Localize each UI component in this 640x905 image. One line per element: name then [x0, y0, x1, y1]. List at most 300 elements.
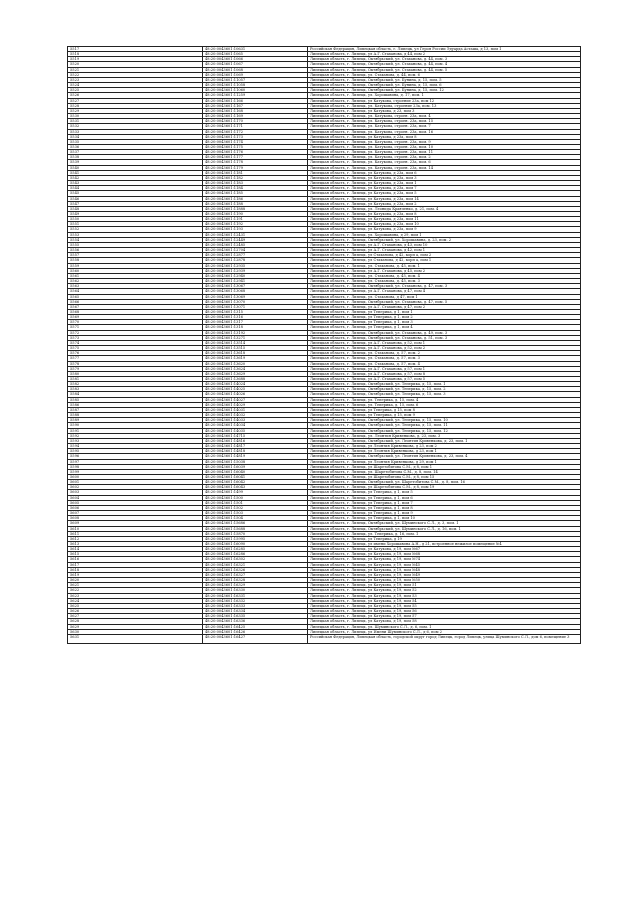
cadastral-number-cell: 48:20:0043601:10631 — [203, 47, 308, 52]
address-cell: Липецкая область, г. Липецк, Октябрьский, ул. Теперика, д. 15, пом. 2 — [308, 387, 581, 392]
address-cell: Липецкая область, г. Липецк, ул Катукова, д 19, пом №74 — [308, 557, 581, 562]
cadastral-number-cell: 48:20:0043601:15038 — [203, 459, 308, 464]
address-cell: Липецкая область, г. Липецк, ул. Катукова, строен. 23а, пом. 2 — [308, 155, 581, 160]
cadastral-number-cell: 48:20:0043601:11057 — [203, 77, 308, 82]
address-cell: Липецкая область, г. Липецк, ул А.Г. Стаханова, д 45, пом 2 — [308, 268, 581, 273]
cadastral-number-cell: 48:20:0043601:16321 — [203, 562, 308, 567]
address-cell: Липецкая область, г. Липецк, ул Катукова, д 19, пом 51 — [308, 583, 581, 588]
row-number-cell: 5589 — [68, 418, 203, 423]
cadastral-number-cell: 48:20:0043601:14025 — [203, 387, 308, 392]
row-number-cell: 5581 — [68, 377, 203, 382]
cadastral-number-cell: 48:20:0043601:1184 — [203, 186, 308, 191]
cadastral-number-cell: 48:20:0043601:1504 — [203, 516, 308, 521]
cadastral-number-cell: 48:20:0043601:1502 — [203, 505, 308, 510]
address-cell: Липецкая область, г. Липецк, ул. Катукова, строен. 23а, пом. 6 — [308, 160, 581, 165]
address-cell: Липецкая область, г. Липецк, ул Теперика, д 1, пом 9 — [308, 511, 581, 516]
row-number-cell: 5555 — [68, 242, 203, 247]
address-cell: Липецкая область, г. Липецк, ул А.Г. Стаханова, д 44, пом 2 — [308, 52, 581, 57]
row-number-cell: 5607 — [68, 511, 203, 516]
document-page — [67, 46, 573, 644]
cadastral-number-cell: 48:20:0043601:16042 — [203, 480, 308, 485]
cadastral-number-cell: 48:20:0043601:13271 — [203, 335, 308, 340]
address-cell: Липецкая область, г. Липецк, Октябрьский, ул. Шаретобитова С.М., д. 8, пом. 16 — [308, 480, 581, 485]
cadastral-number-cell: 48:20:0043601:11058 — [203, 83, 308, 88]
cadastral-number-cell: 48:20:0043601:16426 — [203, 629, 308, 634]
address-cell: Липецкая область, г. Липецк, ул Катукова, д 23а, пом 8 — [308, 134, 581, 139]
cadastral-number-cell: 48:20:0043601:1169 — [203, 114, 308, 119]
cadastral-number-cell: 48:20:0043601:13629 — [203, 371, 308, 376]
address-cell: Липецкая область, г. Липецк, ул Катукова, д 23а, пом 14 — [308, 196, 581, 201]
cadastral-number-cell: 48:20:0043601:13068 — [203, 289, 308, 294]
cadastral-number-cell: 48:20:0043601:13619 — [203, 356, 308, 361]
row-number-cell: 5521 — [68, 67, 203, 72]
row-number-cell: 5535 — [68, 139, 203, 144]
row-number-cell: 5608 — [68, 516, 203, 521]
cadastral-number-cell: 48:20:0043601:12941 — [203, 279, 308, 284]
address-cell: Липецкая область, г. Липецк, ул Катукова, д 19, пом №67 — [308, 547, 581, 552]
cadastral-number-cell: 48:20:0043601:15686 — [203, 521, 308, 526]
address-cell: Липецкая область, г. Липецк, Октябрьский, ул. Шуминского С.Л., д. 16, пом. 1 — [308, 526, 581, 531]
cadastral-number-cell: 48:20:0043601:16090 — [203, 542, 308, 547]
row-number-cell: 5592 — [68, 433, 203, 438]
address-cell: Липецкая область, г. Липецк, ул. Катукова, строен. 23а, пом. 14 — [308, 165, 581, 170]
cadastral-number-cell: 48:20:0043601:1186 — [203, 196, 308, 201]
row-number-cell: 5570 — [68, 320, 203, 325]
cadastral-number-cell: 48:20:0043601:13624 — [203, 366, 308, 371]
cadastral-number-cell: 48:20:0043601:16326 — [203, 567, 308, 572]
address-cell: Липецкая область, г. Липецк, ул Катукова, д 19, пом 52 — [308, 588, 581, 593]
address-cell: Липецкая область, г. Липецк, ул. Катукова, строен. 23а, пом. 16 — [308, 129, 581, 134]
cadastral-number-cell: 48:20:0043601:1067 — [203, 62, 308, 67]
address-cell: Липецкая область, г. Липецк, ул Стаханова, д 42, корп а, пом 1 — [308, 258, 581, 263]
cadastral-number-cell: 48:20:0043601:13071 — [203, 304, 308, 309]
cadastral-number-cell: 48:20:0043601:16427 — [203, 634, 308, 643]
address-cell: Липецкая область, г. Липецк, ул. Катукова, строен. 23а, пом. 15 — [308, 119, 581, 124]
cadastral-number-cell: 48:20:0043601:1182 — [203, 175, 308, 180]
cadastral-number-cell: 48:20:0043601:1181 — [203, 170, 308, 175]
address-cell: Липецкая область, г. Липецк, ул Катукова, д 23, пом 3 — [308, 108, 581, 113]
address-cell: Липецкая область, г. Липецк, Октябрьский, ул. Стаханова, д. 49, пом. 3 — [308, 330, 581, 335]
row-number-cell: 5523 — [68, 77, 203, 82]
cadastral-number-cell: 48:20:0043601:1183 — [203, 181, 308, 186]
address-cell: Липецкая область, г. Липецк, Октябрьский, ул. Теперика, д. 15, пом. 10 — [308, 418, 581, 423]
cadastral-number-cell: 48:20:0043601:14029 — [203, 402, 308, 407]
row-number-cell: 5546 — [68, 196, 203, 201]
row-number-cell: 5626 — [68, 609, 203, 614]
address-cell: Липецкая область, г. Липецк, ул Леонтия Кривенкова, д 29, пом 1 — [308, 459, 581, 464]
cadastral-number-cell: 48:20:0043601:16039 — [203, 464, 308, 469]
row-number-cell: 5625 — [68, 603, 203, 608]
cadastral-number-cell: 48:20:0043601:1192 — [203, 222, 308, 227]
row-number-cell: 5526 — [68, 93, 203, 98]
row-number-cell: 5616 — [68, 557, 203, 562]
row-number-cell: 5627 — [68, 614, 203, 619]
address-cell: Липецкая область, г. Липецк, ул. Теперика, д. 15, пом. 6 — [308, 402, 581, 407]
cadastral-number-cell: 48:20:0043601:15688 — [203, 526, 308, 531]
row-number-cell: 5613 — [68, 542, 203, 547]
row-number-cell: 5517 — [68, 47, 203, 52]
row-number-cell: 5562 — [68, 279, 203, 284]
address-cell: Липецкая область, г. Липецк, Октябрьский, ул. Бунина, д. 15, пом. 5 — [308, 77, 581, 82]
cadastral-number-cell: 48:20:0043601:1177 — [203, 155, 308, 160]
address-cell: Липецкая область, г. Липецк, ул. Катукова, строен. 23а, пом. 10 — [308, 144, 581, 149]
row-number-cell: 5540 — [68, 165, 203, 170]
address-cell: Липецкая область, г. Липецк, Октябрьский, ул. Бунина, д. 15, пом. 12 — [308, 88, 581, 93]
row-number-cell: 5543 — [68, 181, 203, 186]
cadastral-number-cell: 48:20:0043601:12704 — [203, 248, 308, 253]
cadastral-number-cell: 48:20:0043601:14816 — [203, 438, 308, 443]
cadastral-number-cell: 48:20:0043601:12449 — [203, 237, 308, 242]
row-number-cell: 5595 — [68, 449, 203, 454]
row-number-cell: 5574 — [68, 340, 203, 345]
address-cell: Российская Федерация, Липецкая область, г. Липецк, ул Героя России Эдуарда Асташа, д 13, пом 1 — [308, 47, 581, 52]
row-number-cell: 5615 — [68, 552, 203, 557]
cadastral-number-cell: 48:20:0043601:13618 — [203, 351, 308, 356]
row-number-cell: 5623 — [68, 593, 203, 598]
row-number-cell: 5567 — [68, 304, 203, 309]
cadastral-number-cell: 48:20:0043601:14819 — [203, 454, 308, 459]
row-number-cell: 5603 — [68, 490, 203, 495]
row-number-cell: 5520 — [68, 62, 203, 67]
row-number-cell: 5522 — [68, 72, 203, 77]
cadastral-number-cell: 48:20:0043601:12431 — [203, 232, 308, 237]
cadastral-number-cell: 48:20:0043601:1191 — [203, 217, 308, 222]
row-number-cell: 5572 — [68, 330, 203, 335]
row-number-cell: 5539 — [68, 160, 203, 165]
address-cell: Липецкая область, г. Липецк, Октябрьский, ул. Теперика, д. 15, пом. 12 — [308, 428, 581, 433]
address-cell: Липецкая область, г. Липецк, ул Катукова, д 19, пом №45 — [308, 562, 581, 567]
row-number-cell: 5554 — [68, 237, 203, 242]
address-cell: Липецкая область, г. Липецк, ул Леонтия Кривенкова, д 23, пом 2 — [308, 444, 581, 449]
row-number-cell: 5533 — [68, 129, 203, 134]
address-cell: Липецкая область, г. Липецк, Октябрьский, ул. Шуминского С.Л., д. 3, пом. 1 — [308, 521, 581, 526]
address-cell: Липецкая область, г. Липецк, ул Катукова, д 19, пом №48 — [308, 567, 581, 572]
address-cell: Липецкая область, г. Липецк, ул Теперика, д 15, пом 9 — [308, 413, 581, 418]
row-number-cell: 5568 — [68, 309, 203, 314]
row-number-cell: 5538 — [68, 155, 203, 160]
cadastral-number-cell: 48:20:0043601:15870 — [203, 531, 308, 536]
row-number-cell: 5580 — [68, 371, 203, 376]
row-number-cell: 5585 — [68, 397, 203, 402]
address-cell: Липецкая область, г. Липецк, ул. Стаханова, д. 45, пом. 1 — [308, 263, 581, 268]
cadastral-number-cell: 48:20:0043601:16328 — [203, 578, 308, 583]
cadastral-number-cell: 48:20:0043601:16332 — [203, 598, 308, 603]
cadastral-number-cell: 48:20:0043601:16286 — [203, 552, 308, 557]
cadastral-number-cell: 48:20:0043601:16327 — [203, 572, 308, 577]
address-cell: Липецкая область, г. Липецк, Октябрьский, ул. Хорошавина, д. 23, пом. 2 — [308, 237, 581, 242]
row-number-cell: 5531 — [68, 119, 203, 124]
address-cell: Липецкая область, г. Липецк, ул А.Г. Стаханова, д 52, пом 1 — [308, 340, 581, 345]
cadastral-number-cell: 48:20:0043601:13688 — [203, 377, 308, 382]
cadastral-number-cell: 48:20:0043601:16334 — [203, 609, 308, 614]
address-cell: Липецкая область, г. Липецк, ул. Стаханова, д. 57, пом. 4 — [308, 361, 581, 366]
address-cell: Липецкая область, г. Липецк, ул. Стаханова, д. 45, пом. 4 — [308, 273, 581, 278]
row-number-cell: 5614 — [68, 547, 203, 552]
address-cell: Липецкая область, г. Липецк, ул Теперика, д 1, пом 5 — [308, 490, 581, 495]
address-cell: Липецкая область, г. Липецк, ул Катукова, д 19, пом №50 — [308, 578, 581, 583]
address-cell: Липецкая область, г. Липецк, ул Катукова, д 23а, пом 11 — [308, 217, 581, 222]
row-number-cell: 5578 — [68, 361, 203, 366]
row-number-cell: 5525 — [68, 88, 203, 93]
row-number-cell: 5575 — [68, 346, 203, 351]
address-cell: Липецкая область, г. Липецк, Октябрьский, ул. Стаханова, д. 47, пом. 3 — [308, 284, 581, 289]
row-number-cell: 5630 — [68, 629, 203, 634]
cadastral-number-cell: 48:20:0043601:16425 — [203, 624, 308, 629]
row-number-cell: 5560 — [68, 268, 203, 273]
address-cell: Липецкая область, г. Липецк, Октябрьский, ул. Теперика, д. 15, пом. 1 — [308, 382, 581, 387]
row-number-cell: 5534 — [68, 134, 203, 139]
cadastral-number-cell: 48:20:0043601:1193 — [203, 227, 308, 232]
cadastral-number-cell: 48:20:0043601:14818 — [203, 449, 308, 454]
cadastral-number-cell: 48:20:0043601:1166 — [203, 98, 308, 103]
row-number-cell: 5576 — [68, 351, 203, 356]
row-number-cell: 5537 — [68, 150, 203, 155]
row-number-cell: 5547 — [68, 201, 203, 206]
address-cell: Липецкая область, г. Липецк, ул Теперика, д 1, пом 3 — [308, 320, 581, 325]
row-number-cell: 5606 — [68, 505, 203, 510]
cadastral-number-cell: 48:20:0043601:1503 — [203, 511, 308, 516]
row-number-cell: 5549 — [68, 212, 203, 217]
address-cell: Липецкая область, г. Липецк, Октябрьский, ул. Стаханова, д. 51, пом. 3 — [308, 335, 581, 340]
row-number-cell: 5619 — [68, 572, 203, 577]
cadastral-number-cell: 48:20:0043601:13514 — [203, 340, 308, 345]
row-number-cell: 5601 — [68, 480, 203, 485]
cadastral-number-cell: 48:20:0043601:1501 — [203, 500, 308, 505]
cadastral-number-cell: 48:20:0043601:1315 — [203, 309, 308, 314]
row-number-cell: 5587 — [68, 407, 203, 412]
row-number-cell: 5602 — [68, 485, 203, 490]
cadastral-number-cell: 48:20:0043601:1172 — [203, 129, 308, 134]
cadastral-number-cell: 48:20:0043601:1316 — [203, 315, 308, 320]
address-cell: Липецкая область, г. Липецк, ул Теперика, д 1, пом 8 — [308, 505, 581, 510]
address-cell: Липецкая область, г. Липецк, ул. Стаханова, д. 57, пом. 3 — [308, 356, 581, 361]
row-number-cell: 5565 — [68, 294, 203, 299]
address-cell: Липецкая область, г. Липецк, ул Катукова, д 23а, пом 3 — [308, 175, 581, 180]
row-number-cell: 5558 — [68, 258, 203, 263]
row-number-cell: 5622 — [68, 588, 203, 593]
address-cell: Липецкая область, г. Липецк, ул Теперика, д 1, пом 2 — [308, 315, 581, 320]
cadastral-number-cell: 48:20:0043601:14033 — [203, 418, 308, 423]
cadastral-number-cell: 48:20:0043601:14715 — [203, 433, 308, 438]
row-number-cell: 5598 — [68, 464, 203, 469]
row-number-cell: 5528 — [68, 103, 203, 108]
address-cell: Липецкая область, г. Липецк, ул Катукова, д 19, пом 58 — [308, 619, 581, 624]
row-number-cell: 5611 — [68, 531, 203, 536]
row-number-cell: 5524 — [68, 83, 203, 88]
row-number-cell: 5591 — [68, 428, 203, 433]
address-cell: Липецкая область, г. Липецк, ул Теперика, д 1, пом 10 — [308, 516, 581, 521]
cadastral-number-cell: 48:20:0043601:11888 — [203, 206, 308, 211]
cadastral-number-cell: 48:20:0043601:1168 — [203, 108, 308, 113]
cadastral-number-cell: 48:20:0043601:13515 — [203, 346, 308, 351]
cadastral-number-cell: 48:20:0043601:13070 — [203, 299, 308, 304]
row-number-cell: 5618 — [68, 567, 203, 572]
row-number-cell: 5556 — [68, 248, 203, 253]
address-cell: Липецкая область, г. Липецк, ул Теперика, д 19 — [308, 536, 581, 541]
row-number-cell: 5600 — [68, 474, 203, 479]
cadastral-number-cell: 48:20:0043601:1188 — [203, 201, 308, 206]
address-cell: Липецкая область, г. Липецк, ул Катукова, д 19, пом 53 — [308, 593, 581, 598]
address-cell: Липецкая область, г. Липецк, ул. Катукова, строен. 23а, пом. 11 — [308, 150, 581, 155]
cadastral-number-cell: 48:20:0043601:12935 — [203, 263, 308, 268]
cadastral-number-cell: 48:20:0043601:1179 — [203, 165, 308, 170]
address-cell: Липецкая область, г. Липецк, ул. Стаханова, д. 45, пом. 3 — [308, 279, 581, 284]
cadastral-number-cell: 48:20:0043601:12485 — [203, 242, 308, 247]
row-number-cell: 5530 — [68, 114, 203, 119]
cadastral-number-cell: 48:20:0043601:16330 — [203, 588, 308, 593]
address-cell: Липецкая область, г. Липецк, Октябрьский, ул. Стаханова, д. 44, пом. 3 — [308, 57, 581, 62]
row-number-cell: 5588 — [68, 413, 203, 418]
address-cell: Липецкая область, г. Липецк, ул. Стаханова, д. 57, пом. 2 — [308, 351, 581, 356]
address-cell: Липецкая область, г. Липецк, ул Теперика, д 1, пом 6 — [308, 495, 581, 500]
address-cell: Липецкая область, г. Липецк, ул А.Г. Стаханова, д 47, пом 2 — [308, 304, 581, 309]
cadastral-number-cell: 48:20:0043601:14031 — [203, 407, 308, 412]
cadastral-number-cell: 48:20:0043601:13069 — [203, 294, 308, 299]
address-cell: Липецкая область, г. Липецк, ул Катукова, строение 23а, пом 12 — [308, 98, 581, 103]
cadastral-number-cell: 48:20:0043601:1318 — [203, 325, 308, 330]
row-number-cell: 5551 — [68, 222, 203, 227]
address-cell: Липецкая область, г. Липецк, ул Катукова, д 23а, пом 2 — [308, 201, 581, 206]
row-number-cell: 5564 — [68, 289, 203, 294]
row-number-cell: 5629 — [68, 624, 203, 629]
row-number-cell: 5545 — [68, 191, 203, 196]
cadastral-number-cell: 48:20:0043601:16331 — [203, 593, 308, 598]
row-number-cell: 5542 — [68, 175, 203, 180]
cadastral-number-cell: 48:20:0043601:14034 — [203, 423, 308, 428]
row-number-cell: 5532 — [68, 124, 203, 129]
row-number-cell: 5529 — [68, 108, 203, 113]
address-cell: Липецкая область, г. Липецк, Октябрьский, ул. Теперика, д. 15, пом. 3 — [308, 392, 581, 397]
table-row — [68, 634, 581, 643]
address-cell: Липецкая область, г. Липецк, ул. Катукова, строен. 23а, пом. 4 — [308, 114, 581, 119]
cadastral-number-cell: 48:20:0043601:12939 — [203, 268, 308, 273]
address-cell: Липецкая область, г. Липецк, ул имени Хорошавина А.Н., д 21, встроенное нежилое помещение №4 — [308, 542, 581, 547]
address-cell: Липецкая область, г. Липецк, ул. Леонтия Кривенкова, д. 23, пом. 3 — [308, 433, 581, 438]
address-cell: Липецкая область, г. Липецк, ул. Стаханова, д 47, пом 1 — [308, 294, 581, 299]
cadastral-number-cell: 48:20:0043601:16043 — [203, 485, 308, 490]
address-cell: Липецкая область, г. Липецк, Октябрьский, ул. Леонтия Кривенкова, д. 23, пом. 4 — [308, 454, 581, 459]
address-cell: Липецкая область, г. Липецк, ул Шаретобитова С.М., д 8, пом 19 — [308, 485, 581, 490]
cadastral-number-cell: 48:20:0043601:13192 — [203, 330, 308, 335]
row-number-cell: 5631 — [68, 634, 203, 643]
address-cell: Липецкая область, г. Липецк, ул Теперика, д 1, пом 1 — [308, 309, 581, 314]
cadastral-number-cell: 48:20:0043601:16285 — [203, 547, 308, 552]
cadastral-number-cell: 48:20:0043601:1185 — [203, 191, 308, 196]
address-cell: Липецкая область, г. Липецк, ул Катукова, д 19, пом 55 — [308, 603, 581, 608]
row-number-cell: 5593 — [68, 438, 203, 443]
row-number-cell: 5541 — [68, 170, 203, 175]
cadastral-number-cell: 48:20:0043601:16329 — [203, 583, 308, 588]
row-number-cell: 5609 — [68, 521, 203, 526]
cadastral-number-cell: 48:20:0043601:13067 — [203, 284, 308, 289]
address-cell: Липецкая область, г. Липецк, ул А.Г. Стаханова, д 57, пом 8 — [308, 371, 581, 376]
address-cell: Липецкая область, г. Липецк, ул Катукова, д 23а, пом 7 — [308, 186, 581, 191]
cadastral-number-cell: 48:20:0043601:11259 — [203, 93, 308, 98]
row-number-cell: 5628 — [68, 619, 203, 624]
cadastral-number-cell: 48:20:0043601:1170 — [203, 119, 308, 124]
address-cell: Липецкая область, г. Липецк, ул. Катукова, строение 23а, пом. 13 — [308, 103, 581, 108]
address-cell: Липецкая область, г. Липецк, ул. Шаретобитова С.М., д. 8, пом. 14 — [308, 469, 581, 474]
address-cell: Липецкая область, г. Липецк, ул. Теперика, д. 16, пом. 1 — [308, 531, 581, 536]
cadastral-number-cell: 48:20:0043601:14027 — [203, 397, 308, 402]
address-cell: Российская Федерация, Липецкая область, городской округ город Липецк, город Липецк, улица Шуминского С.Л., дом 6, помещение 3 — [308, 634, 581, 643]
cadastral-number-cell: 48:20:0043601:1317 — [203, 320, 308, 325]
address-cell: Липецкая область, г. Липецк, ул Имени Шуминского С.Л., д 6, пом 2 — [308, 629, 581, 634]
row-number-cell: 5610 — [68, 526, 203, 531]
row-number-cell: 5550 — [68, 217, 203, 222]
row-number-cell: 5596 — [68, 454, 203, 459]
cadastral-number-cell: 48:20:0043601:14032 — [203, 413, 308, 418]
address-cell: Липецкая область, г. Липецк, ул. Леонида Кравченко, д. 21, пом. 4 — [308, 206, 581, 211]
row-number-cell: 5519 — [68, 57, 203, 62]
row-number-cell: 5579 — [68, 366, 203, 371]
row-number-cell: 5557 — [68, 253, 203, 258]
address-cell: Липецкая область, г. Липецк, ул А.Г. Стаханова, д 47, пом 4 — [308, 289, 581, 294]
address-cell: Липецкая область, г. Липецк, Октябрьский, ул. Стаханова, д. 44, пом. 4 — [308, 62, 581, 67]
address-cell: Липецкая область, г. Липецк, ул Катукова, д 23а, пом 6 — [308, 170, 581, 175]
address-cell: Липецкая область, г. Липецк, ул Теперика, д 1, пом 7 — [308, 500, 581, 505]
registry-table-body — [68, 47, 581, 644]
cadastral-number-cell: 48:20:0043601:12940 — [203, 273, 308, 278]
row-number-cell: 5561 — [68, 273, 203, 278]
address-cell: Липецкая область, г. Липецк, ул Теперика, д 1, пом 4 — [308, 325, 581, 330]
address-cell: Липецкая область, г. Липецк, ул Катукова, д 19, пом №49 — [308, 572, 581, 577]
cadastral-number-cell: 48:20:0043601:16333 — [203, 603, 308, 608]
address-cell: Липецкая область, г. Липецк, ул. Теперика, д. 15, пом. 4 — [308, 397, 581, 402]
address-cell: Липецкая область, г. Липецк, ул А.Г. Стаханова, д 52, пом 2 — [308, 346, 581, 351]
row-number-cell: 5597 — [68, 459, 203, 464]
row-number-cell: 5577 — [68, 356, 203, 361]
address-cell: Липецкая область, г. Липецк, ул Теперика, д 15, пом 8 — [308, 407, 581, 412]
address-cell: Липецкая область, г. Липецк, ул Катукова, д 23а, пом 8 — [308, 212, 581, 217]
address-cell: Липецкая область, г. Липецк, ул Шаретобитова С.М., д 8, пом 1 — [308, 464, 581, 469]
cadastral-number-cell: 48:20:0043601:1068 — [203, 67, 308, 72]
address-cell: Липецкая область, г. Липецк, ул. Стаханова, д. 44, пом. 6 — [308, 72, 581, 77]
cadastral-number-cell: 48:20:0043601:16336 — [203, 619, 308, 624]
cadastral-number-cell: 48:20:0043601:1176 — [203, 150, 308, 155]
row-number-cell: 5536 — [68, 144, 203, 149]
row-number-cell: 5605 — [68, 500, 203, 505]
row-number-cell: 5612 — [68, 536, 203, 541]
row-number-cell: 5617 — [68, 562, 203, 567]
cadastral-number-cell: 48:20:0043601:1065 — [203, 52, 308, 57]
address-cell: Липецкая область, г. Липецк, Октябрьский, ул. Бунина, д. 15, пом. 6 — [308, 83, 581, 88]
cadastral-number-cell: 48:20:0043601:16040 — [203, 469, 308, 474]
row-number-cell: 5573 — [68, 335, 203, 340]
address-cell: Липецкая область, г. Липецк, Октябрьский, ул. Теперика, д. 15, пом. 11 — [308, 423, 581, 428]
address-cell: Липецкая область, г. Липецк, ул. Катукова, строен. 23а, пом. 9 — [308, 139, 581, 144]
cadastral-number-cell: 48:20:0043601:1171 — [203, 124, 308, 129]
cadastral-number-cell: 48:20:0043601:14817 — [203, 444, 308, 449]
address-cell: Липецкая область, г. Липецк, ул. Катукова, строен. 23а, пом. 7 — [308, 124, 581, 129]
row-number-cell: 5590 — [68, 423, 203, 428]
cadastral-number-cell: 48:20:0043601:14026 — [203, 392, 308, 397]
cadastral-number-cell: 48:20:0043601:1069 — [203, 72, 308, 77]
row-number-cell: 5604 — [68, 495, 203, 500]
row-number-cell: 5583 — [68, 387, 203, 392]
cadastral-number-cell: 48:20:0043601:1173 — [203, 134, 308, 139]
cadastral-number-cell: 48:20:0043601:1499 — [203, 490, 308, 495]
cadastral-number-cell: 48:20:0043601:16335 — [203, 614, 308, 619]
row-number-cell: 5582 — [68, 382, 203, 387]
row-number-cell: 5566 — [68, 299, 203, 304]
row-number-cell: 5527 — [68, 98, 203, 103]
address-cell: Липецкая область, г. Липецк, ул. Хорошавина, д. 17, пом. 1 — [308, 93, 581, 98]
row-number-cell: 5552 — [68, 227, 203, 232]
address-cell: Липецкая область, г. Липецк, ул Леонтия Кривенкова, д 23, пом 1 — [308, 449, 581, 454]
row-number-cell: 5621 — [68, 583, 203, 588]
address-cell: Липецкая область, г. Липецк, ул Шаретобитова С.М., д 8, пом 15 — [308, 474, 581, 479]
